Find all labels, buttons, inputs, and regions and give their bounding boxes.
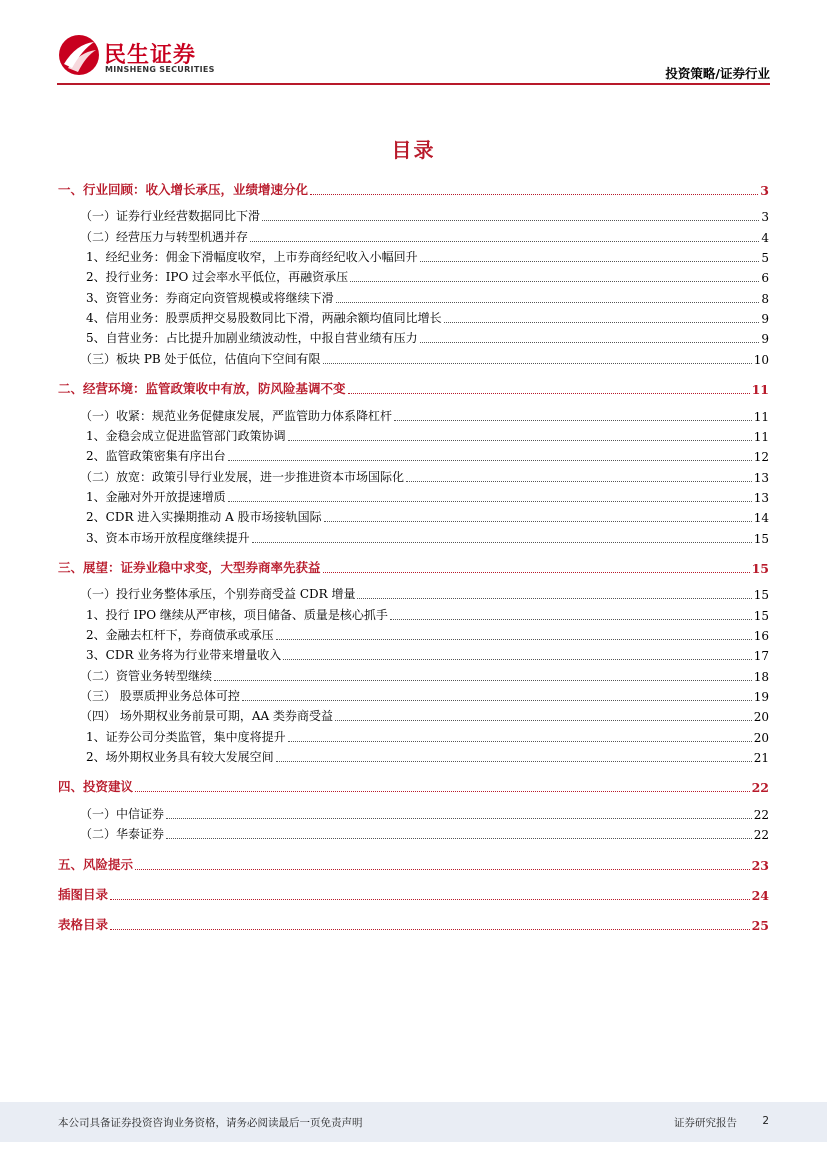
toc-leader-dots: [166, 838, 752, 839]
toc-entry-page: 16: [753, 629, 769, 643]
toc-entry[interactable]: [58, 404, 769, 424]
toc-entry-page: 3: [761, 210, 769, 225]
toc-leader-dots: [228, 501, 752, 502]
toc-entry-page: 25: [751, 918, 769, 934]
toc-leader-dots: [420, 342, 760, 343]
toc-entry-page: 22: [753, 807, 769, 822]
toc-entry-title: （二）经营压力与转型机遇并存: [80, 229, 249, 244]
toc-entry-page: 19: [753, 690, 769, 705]
toc-entry-page: 20: [753, 710, 769, 725]
toc-leader-dots: [262, 220, 759, 221]
toc-leader-dots: [406, 481, 752, 482]
toc-entry[interactable]: [58, 704, 769, 724]
toc-entry[interactable]: [58, 725, 769, 745]
toc-leader-dots: [350, 281, 759, 282]
toc-leader-dots: [420, 261, 760, 262]
toc-leader-dots: [250, 241, 759, 242]
toc-leader-dots: [242, 700, 752, 701]
footer-page-number: 2: [762, 1115, 769, 1127]
toc-leader-dots: [336, 302, 760, 303]
toc-entry-title: 2、投行业务：IPO 过会率水平低位，再融资承压: [86, 270, 349, 285]
toc-entry-page: 13: [753, 490, 769, 505]
toc-entry-title: （三）板块 PB 处于低位，估值向下空间有限: [80, 351, 321, 366]
toc-leader-dots: [335, 720, 752, 721]
toc-entry[interactable]: [58, 643, 769, 663]
toc-entry-page: 22: [751, 780, 769, 796]
toc-leader-dots: [110, 929, 750, 930]
toc-entry-title: 1、经纪业务：佣金下滑幅度收窄，上市券商经纪收入小幅回升: [86, 250, 418, 265]
toc-entry-title: 4、信用业务：股票质押交易股数同比下滑，两融余额均值同比增长: [86, 311, 442, 326]
toc-leader-dots: [276, 761, 752, 762]
toc-entry-page: 15: [751, 560, 769, 576]
toc-leader-dots: [276, 639, 752, 640]
toc-entry-title: 1、证券公司分类监管，集中度将提升: [86, 729, 286, 744]
toc-entry-page: 21: [753, 751, 769, 766]
toc-entry-page: 11: [753, 429, 769, 444]
toc-entry[interactable]: [58, 745, 769, 765]
toc-entry[interactable]: [58, 326, 769, 346]
toc-leader-dots: [135, 791, 750, 792]
toc-entry-title: 3、CDR 业务将为行业带来增量收入: [86, 648, 282, 663]
toc-leader-dots: [283, 659, 751, 660]
toc-entry-title: 插图目录: [58, 886, 109, 902]
toc-entry-page: 20: [753, 730, 769, 745]
toc-entry-page: 13: [753, 470, 769, 485]
toc-entry[interactable]: [58, 775, 769, 795]
toc-entry[interactable]: [58, 485, 769, 505]
toc-entry[interactable]: [58, 377, 769, 397]
toc-entry-page: 15: [753, 531, 769, 546]
toc-entry-page: 12: [753, 450, 769, 465]
toc-entry-page: 10: [753, 352, 769, 367]
toc-entry-page: 3: [760, 183, 769, 198]
toc-entry-page: 11: [751, 382, 769, 398]
toc-leader-dots: [323, 572, 750, 573]
toc-leader-dots: [310, 194, 758, 195]
toc-entry[interactable]: [58, 347, 769, 367]
toc-entry[interactable]: [58, 444, 769, 464]
toc-entry-title: 一、行业回顾：收入增长承压，业绩增速分化: [58, 182, 309, 197]
toc-leader-dots: [444, 322, 760, 323]
toc-entry[interactable]: [58, 684, 769, 704]
toc-entry[interactable]: [58, 822, 769, 842]
toc-leader-dots: [135, 869, 750, 870]
toc-entry-title: 3、资本市场开放程度继续提升: [86, 530, 250, 545]
toc-entry-page: 23: [751, 857, 769, 873]
toc-entry-title: （二）放宽：政策引导行业发展，进一步推进资本市场国际化: [80, 469, 405, 484]
toc-leader-dots: [288, 741, 752, 742]
toc-entry-title: 五、风险提示: [58, 856, 134, 872]
footer-disclaimer: 本公司具备证券投资咨询业务资格，请务必阅读最后一页免责声明: [58, 1117, 363, 1129]
logo-english-name: MINSHENG SECURITIES: [105, 65, 215, 74]
toc-entry[interactable]: [58, 286, 769, 306]
toc-entry[interactable]: [58, 505, 769, 525]
toc-entry-title: （三） 股票质押业务总体可控: [80, 689, 240, 704]
toc-entry-page: 6: [761, 271, 769, 286]
report-category: 投资策略/证券行业: [665, 66, 770, 81]
toc-entry-title: 二、经营环境：监管政策收中有放，防风险基调不变: [58, 381, 346, 397]
toc-entry[interactable]: [58, 526, 769, 546]
toc-entry-page: 24: [751, 887, 769, 903]
toc-leader-dots: [288, 440, 752, 441]
toc-leader-dots: [390, 619, 752, 620]
toc-entry[interactable]: [58, 245, 769, 265]
toc-entry-page: 4: [761, 230, 769, 245]
toc-entry-page: 17: [753, 649, 769, 664]
toc-entry[interactable]: [58, 465, 769, 485]
page-header: [0, 0, 827, 90]
toc-entry-page: 14: [753, 511, 769, 526]
company-logo: [58, 34, 218, 82]
toc-entry-page: 22: [753, 828, 769, 843]
page-footer: [0, 1102, 827, 1142]
toc-leader-dots: [357, 598, 751, 599]
toc-entry-title: （一）收紧：规范业务促健康发展，严监管助力体系降杠杆: [80, 408, 393, 423]
toc-entry-title: 2、金融去杠杆下，券商债承或承压: [86, 628, 274, 642]
toc-entry[interactable]: [58, 582, 769, 602]
toc-entry-page: 5: [761, 251, 769, 266]
toc-entry-title: （二）资管业务转型继续: [80, 668, 213, 683]
toc-entry-page: 8: [761, 291, 769, 306]
toc-leader-dots: [323, 363, 752, 364]
toc-entry-title: （一）证券行业经营数据同比下滑: [80, 209, 261, 224]
toc-entry[interactable]: [58, 225, 769, 245]
toc-entry[interactable]: [58, 424, 769, 444]
toc-entry-title: 3、资管业务：券商定向资管规模或将继续下滑: [86, 290, 334, 305]
toc-entry[interactable]: [58, 883, 769, 903]
toc-entry[interactable]: [58, 664, 769, 684]
toc-entry-title: 2、场外期权业务具有较大发展空间: [86, 750, 274, 765]
toc-entry[interactable]: [58, 603, 769, 623]
toc-entry[interactable]: [58, 265, 769, 285]
toc-entry[interactable]: [58, 178, 769, 198]
toc-entry[interactable]: [58, 623, 769, 643]
toc-title: 目录: [391, 138, 436, 162]
toc-entry-title: 2、CDR 进入实操期推动 A 股市场接轨国际: [86, 510, 322, 525]
toc-entry-page: 15: [753, 588, 769, 603]
toc-entry-title: 1、投行 IPO 继续从严审核，项目储备、质量是核心抓手: [86, 607, 388, 622]
toc-leader-dots: [324, 521, 752, 522]
toc-entry-page: 9: [761, 332, 769, 347]
toc-entry[interactable]: [58, 913, 769, 933]
toc-entry-title: 表格目录: [58, 917, 109, 933]
toc-leader-dots: [228, 460, 752, 461]
toc-entry[interactable]: [58, 802, 769, 822]
toc-leader-dots: [252, 542, 752, 543]
header-divider: [57, 83, 770, 85]
toc-entry-page: 11: [753, 409, 769, 424]
toc-leader-dots: [394, 420, 752, 421]
toc-entry[interactable]: [58, 204, 769, 224]
toc-entry-title: 5、自营业务：占比提升加剧业绩波动性，中报自营业绩有压力: [86, 331, 418, 346]
toc-entry-page: 18: [753, 669, 769, 684]
toc-entry-title: 1、金融对外开放提速增质: [86, 489, 226, 504]
toc-entry-title: 1、金稳会成立促进监管部门政策协调: [86, 428, 286, 443]
toc-entry[interactable]: [58, 853, 769, 873]
logo-chinese-name: 民生证券: [104, 43, 197, 68]
toc-entry-page: 15: [753, 608, 769, 623]
toc-leader-dots: [348, 393, 750, 394]
toc-entry-title: 四、投资建议: [58, 779, 134, 795]
toc-entry-page: 9: [761, 312, 769, 327]
minsheng-logo-icon: [58, 34, 100, 76]
toc-entry-title: （四） 场外期权业务前景可期，AA 类券商受益: [80, 709, 333, 724]
toc-leader-dots: [110, 899, 750, 900]
toc-entry[interactable]: [58, 306, 769, 326]
toc-leader-dots: [214, 680, 752, 681]
toc-entry-title: （一）中信证券: [80, 806, 165, 821]
toc-leader-dots: [166, 818, 752, 819]
toc-entry-title: 三、展望：证券业稳中求变，大型券商率先获益: [58, 559, 321, 575]
toc-entry[interactable]: [58, 556, 769, 576]
footer-report-type: 证券研究报告: [674, 1117, 737, 1129]
toc-entry-title: （二）华泰证券: [80, 827, 165, 842]
toc-entry-title: 2、监管政策密集有序出台: [86, 449, 226, 464]
toc-entry-title: （一）投行业务整体承压，个别券商受益 CDR 增量: [80, 587, 356, 602]
